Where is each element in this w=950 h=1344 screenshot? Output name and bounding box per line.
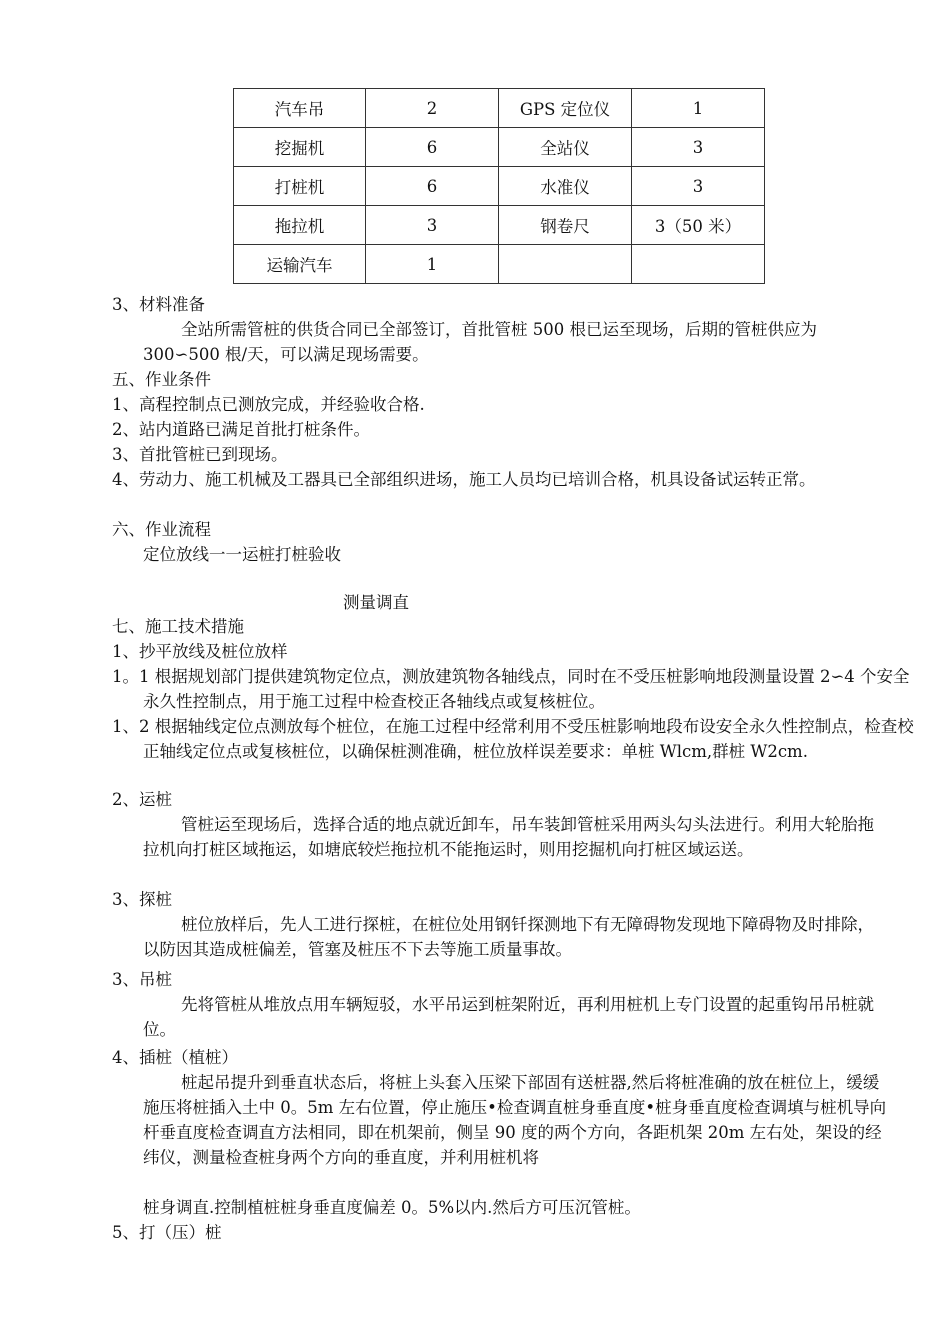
- subheading-piling: 5、打（压）桩: [112, 1223, 222, 1242]
- lifting-body: 先将管桩从堆放点用车辆短驳，水平吊运到桩架附近，再利用桩机上专门设置的起重钩吊吊桩就位。: [143, 995, 874, 1039]
- table-cell: GPS 定位仪: [499, 89, 632, 128]
- condition-item: 4、劳动力、施工机械及工器具已全部组织进场，施工人员均已培训合格，机具设备试运转正常。: [112, 470, 816, 489]
- table-row: [234, 167, 765, 206]
- table-cell: 6: [366, 128, 499, 167]
- subheading-insertion: 4、插桩（植桩）: [112, 1048, 238, 1067]
- table-cell: 3（50 米）: [632, 206, 765, 245]
- table-cell: 2: [366, 89, 499, 128]
- table-cell: 打桩机: [234, 167, 366, 206]
- table-cell: 3: [632, 167, 765, 206]
- materials-body: 全站所需管桩的供货合同已全部签订，首批管桩 500 根已运至现场，后期的管桩供应为 300∽500 根/天，可以满足现场需要。: [143, 320, 817, 364]
- table-cell: 1: [632, 89, 765, 128]
- table-row: [234, 128, 765, 167]
- subheading-lifting: 3、吊桩: [112, 970, 172, 989]
- table-cell: 6: [366, 167, 499, 206]
- subheading-layout: 1、抄平放线及桩位放样: [112, 642, 288, 661]
- flow-subtext: 测量调直: [343, 593, 409, 612]
- insertion-tail: 桩身调直.控制植桩桩身垂直度偏差 0。5%以内.然后方可压沉管桩。: [143, 1198, 641, 1217]
- table-cell: 3: [632, 128, 765, 167]
- subheading-probe: 3、探桩: [112, 890, 172, 909]
- table-cell: 挖掘机: [234, 128, 366, 167]
- insertion-body: 桩起吊提升到垂直状态后，将桩上头套入压梁下部固有送桩器,然后将桩准确的放在桩位上，缓缓施压将桩插入土中 0。5m 左右位置，停止施压•检查调直桩身垂直度•桩身垂直度检查调填与桩机导向杆垂直度检查调直方法相同，即在机架前，侧呈 90 度的两个方向，各距机架 20m 左右处，架设的经纬仪，测量检查桩身两个方向的垂直度，并利用桩机将: [143, 1073, 887, 1167]
- table-cell: 拖拉机: [234, 206, 366, 245]
- section-heading-materials: 3、材料准备: [112, 295, 205, 314]
- table-row: [234, 206, 765, 245]
- table-cell: 1: [366, 245, 499, 284]
- table-cell: 运输汽车: [234, 245, 366, 284]
- equipment-table: [233, 88, 765, 284]
- condition-item: 2、站内道路已满足首批打桩条件。: [112, 420, 370, 439]
- section-heading-techniques: 七、施工技术措施: [112, 617, 244, 636]
- flow-text: 定位放线一一运桩打桩验收: [143, 545, 341, 564]
- subheading-transport: 2、运桩: [112, 790, 172, 809]
- table-cell: [632, 245, 765, 284]
- table-row: [234, 89, 765, 128]
- probe-body: 桩位放样后，先人工进行探桩，在桩位处用钢钎探测地下有无障碍物发现地下障碍物及时排除，以防因其造成桩偏差，管塞及桩压不下去等施工质量事故。: [143, 915, 874, 959]
- table-cell: 钢卷尺: [499, 206, 632, 245]
- transport-body: 管桩运至现场后，选择合适的地点就近卸车，吊车装卸管桩采用两头勾头法进行。利用大轮胎拖拉机向打桩区域拖运，如塘底较烂拖拉机不能拖运时，则用挖掘机向打桩区域运送。: [143, 815, 874, 859]
- paragraph-1-2: 1、2 根据轴线定位点测放每个桩位，在施工过程中经常利用不受压桩影响地段布设安全永久性控制点，检查校正轴线定位点或复核桩位，以确保桩测准确，桩位放样误差要求：单桩 Wlcm,群桩 W2cm.: [112, 717, 914, 761]
- condition-item: 1、高程控制点已测放完成，并经验收合格.: [112, 395, 425, 414]
- paragraph-1-1: 1。1 根据规划部门提供建筑物定位点，测放建筑物各轴线点，同时在不受压桩影响地段测量设置 2∽4 个安全永久性控制点，用于施工过程中检查校正各轴线点或复核桩位。: [112, 667, 910, 711]
- table-cell: 全站仪: [499, 128, 632, 167]
- condition-item: 3、首批管桩已到现场。: [112, 445, 288, 464]
- table-cell: [499, 245, 632, 284]
- section-heading-flow: 六、作业流程: [112, 520, 211, 539]
- table-cell: 3: [366, 206, 499, 245]
- section-heading-conditions: 五、作业条件: [112, 370, 211, 389]
- table-cell: 汽车吊: [234, 89, 366, 128]
- table-row: [234, 245, 765, 284]
- table-cell: 水准仪: [499, 167, 632, 206]
